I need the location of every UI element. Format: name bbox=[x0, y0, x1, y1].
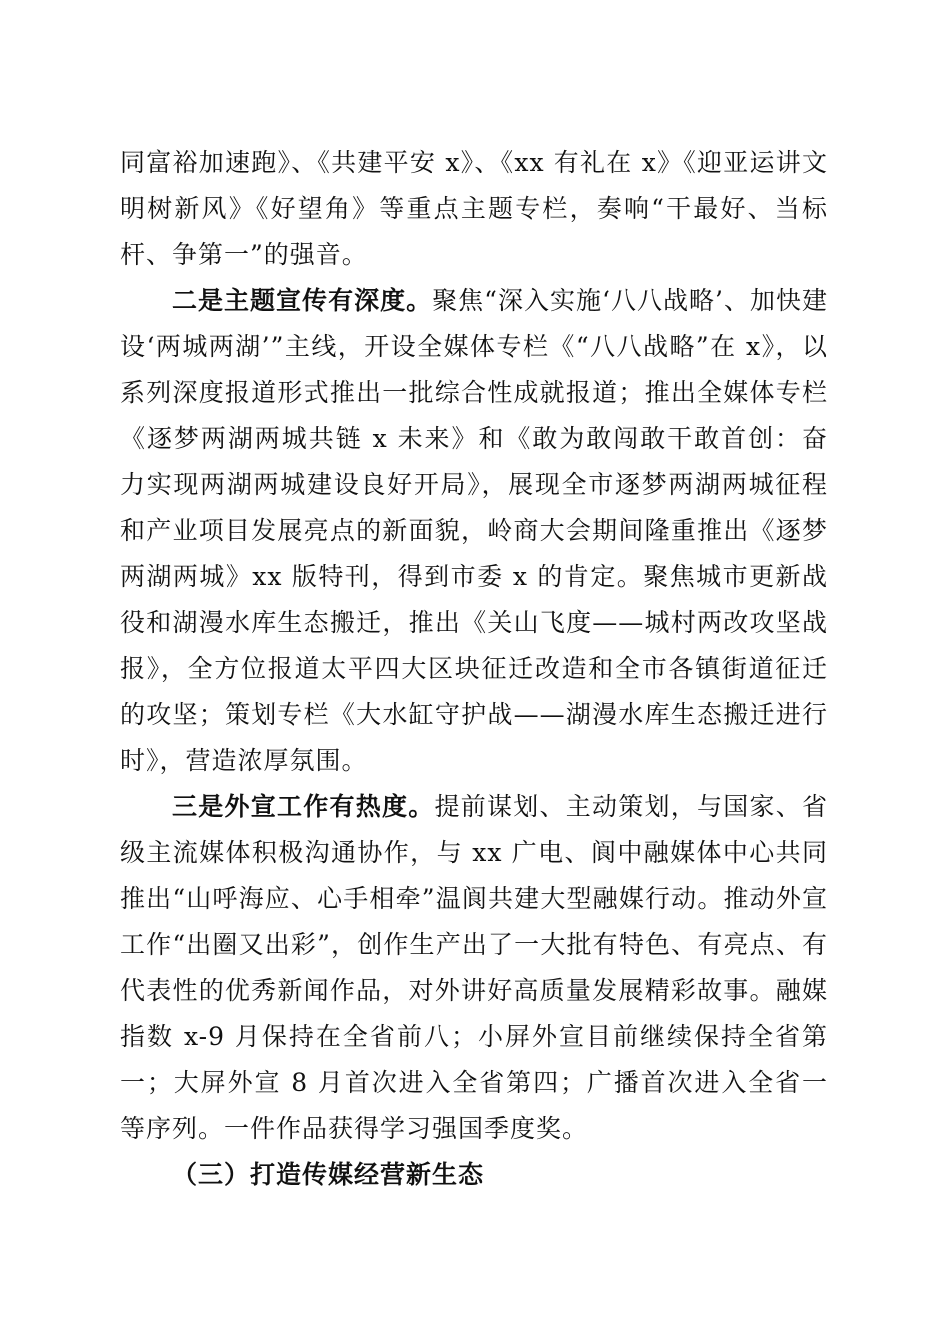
paragraph-text: 聚焦“深入实施‘八八战略’、加快建设‘两城两湖’”主线，开设全媒体专栏《“八八战略”在 x》，以系列深度报道形式推出一批综合性成就报道；推出全媒体专栏《逐梦两湖两城共链 x 未来》和《敢为敢闯敢干敢首创：奋力实现两湖两城建设良好开局》，展现全市逐梦两湖两城征程和产业项目发展亮点的新面貌，岭商大会期间隆重推出《逐梦两湖两城》xx 版特刊，得到市委 x 的肯定。聚焦城市更新战役和湖漫水库生态搬迁，推出《关山飞度——城村两改攻坚战报》，全方位报道太平四大区块征迁改造和全市各镇街道征迁的攻坚；策划专栏《大水缸守护战——湖漫水库生态搬迁进行时》，营造浓厚氛围。 bbox=[120, 286, 828, 775]
section-heading: （三）打造传媒经营新生态 bbox=[172, 1160, 485, 1189]
paragraph-text: 提前谋划、主动策划，与国家、省级主流媒体积极沟通协作，与 xx 广电、阆中融媒体中心共同推出“山呼海应、心手相牵”温阆共建大型融媒行动。推动外宣工作“出圈又出彩”，创作生产出了一大批有特色、有亮点、有代表性的优秀新闻作品，对外讲好高质量发展精彩故事。融媒指数 x-9 月保持在全省前八；小屏外宣目前继续保持全省第一；大屏外宣 8 月首次进入全省第四；广播首次进入全省一等序列。一件作品获得学习强国季度奖。 bbox=[120, 792, 828, 1143]
paragraph-lead: 三是外宣工作有热度。 bbox=[172, 792, 435, 821]
paragraph-theme-depth bbox=[120, 278, 828, 784]
paragraph-continuation bbox=[120, 140, 828, 278]
document-body bbox=[120, 140, 828, 1198]
paragraph-lead: 二是主题宣传有深度。 bbox=[172, 286, 433, 315]
paragraph-external-publicity bbox=[120, 784, 828, 1152]
paragraph-text: 同富裕加速跑》、《共建平安 x》、《xx 有礼在 x》《迎亚运讲文明树新风》《好望角》等重点主题专栏，奏响“干最好、当标杆、争第一”的强音。 bbox=[120, 148, 828, 269]
